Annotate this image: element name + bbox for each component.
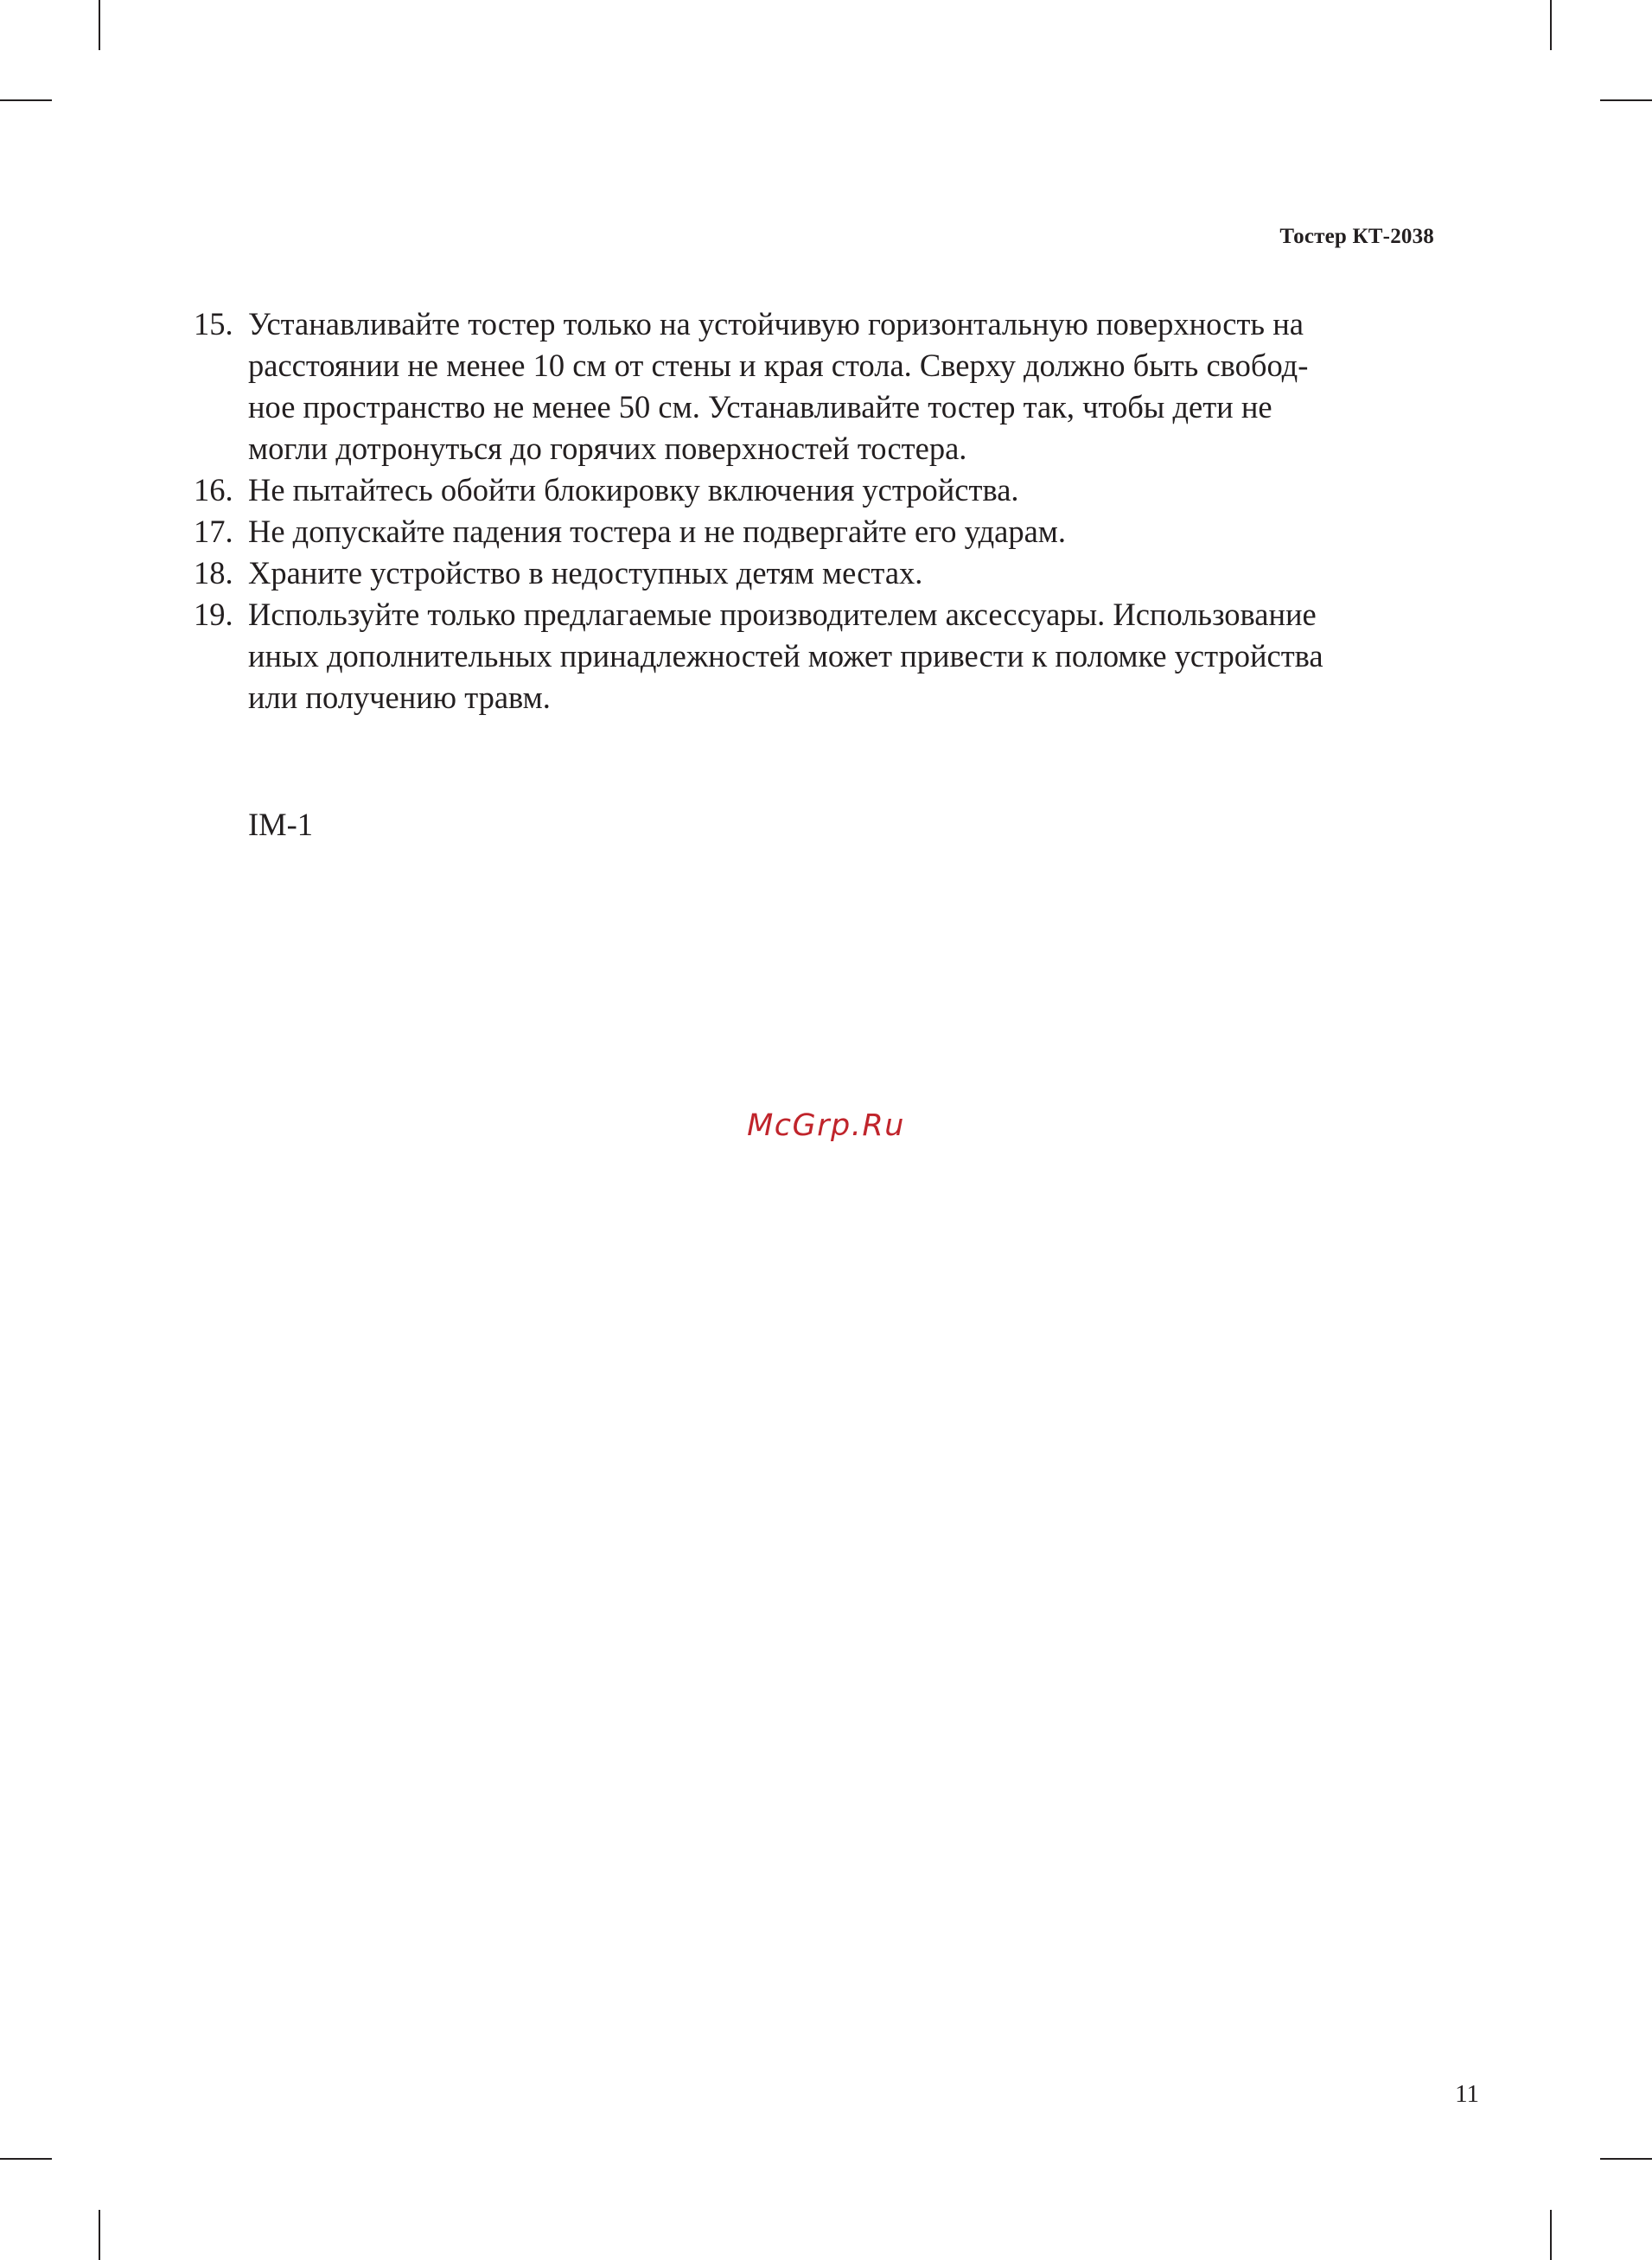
model-code: IM-1 [248,807,314,842]
item-text-line: ное пространство не менее 50 см. Устанавливайте тостер так, чтобы дети не [248,389,1272,425]
item-number: 16. [194,472,233,508]
crop-mark-top-left-vertical [99,0,100,50]
item-text-line: или получению травм. [248,680,551,715]
watermark: McGrp.Ru [747,1108,905,1143]
item-text-line: расстоянии не менее 10 см от стены и края стола. Сверху должно быть свобод- [248,348,1309,383]
list-item [194,303,1438,469]
crop-mark-top-right-horizontal [1600,99,1652,101]
item-number: 18. [194,555,233,591]
item-number: 17. [194,514,233,549]
item-text-line: Храните устройство в недоступных детям местах. [248,555,923,591]
item-number: 19. [194,597,233,632]
crop-mark-bottom-left-vertical [99,2210,100,2260]
page-number: 11 [1455,2080,1479,2108]
item-text [248,594,1438,718]
item-text-line: иных дополнительных принадлежностей может привести к поломке устройства [248,638,1324,674]
list-item [194,594,1438,718]
item-number: 15. [194,306,233,342]
running-header: Тостер КТ-2038 [1279,225,1434,248]
item-text [248,303,1438,469]
item-text [248,552,1438,594]
list-item [194,469,1438,511]
crop-mark-top-left-horizontal [0,99,52,101]
crop-mark-top-right-vertical [1550,0,1552,50]
item-text [248,469,1438,511]
item-text-line: Устанавливайте тостер только на устойчивую горизонтальную поверхность на [248,306,1304,342]
item-text [248,511,1438,552]
item-text-line: Используйте только предлагаемые производителем аксессуары. Использование [248,597,1317,632]
crop-mark-bottom-right-horizontal [1600,2158,1652,2160]
list-item [194,552,1438,594]
item-text-line: Не допускайте падения тостера и не подвергайте его ударам. [248,514,1067,549]
item-text-line: Не пытайтесь обойти блокировку включения устройства. [248,472,1019,508]
instruction-list [194,303,1438,718]
item-text-line: могли дотронуться до горячих поверхностей тостера. [248,431,967,466]
crop-mark-bottom-right-vertical [1550,2210,1552,2260]
crop-mark-bottom-left-horizontal [0,2158,52,2160]
list-item [194,511,1438,552]
